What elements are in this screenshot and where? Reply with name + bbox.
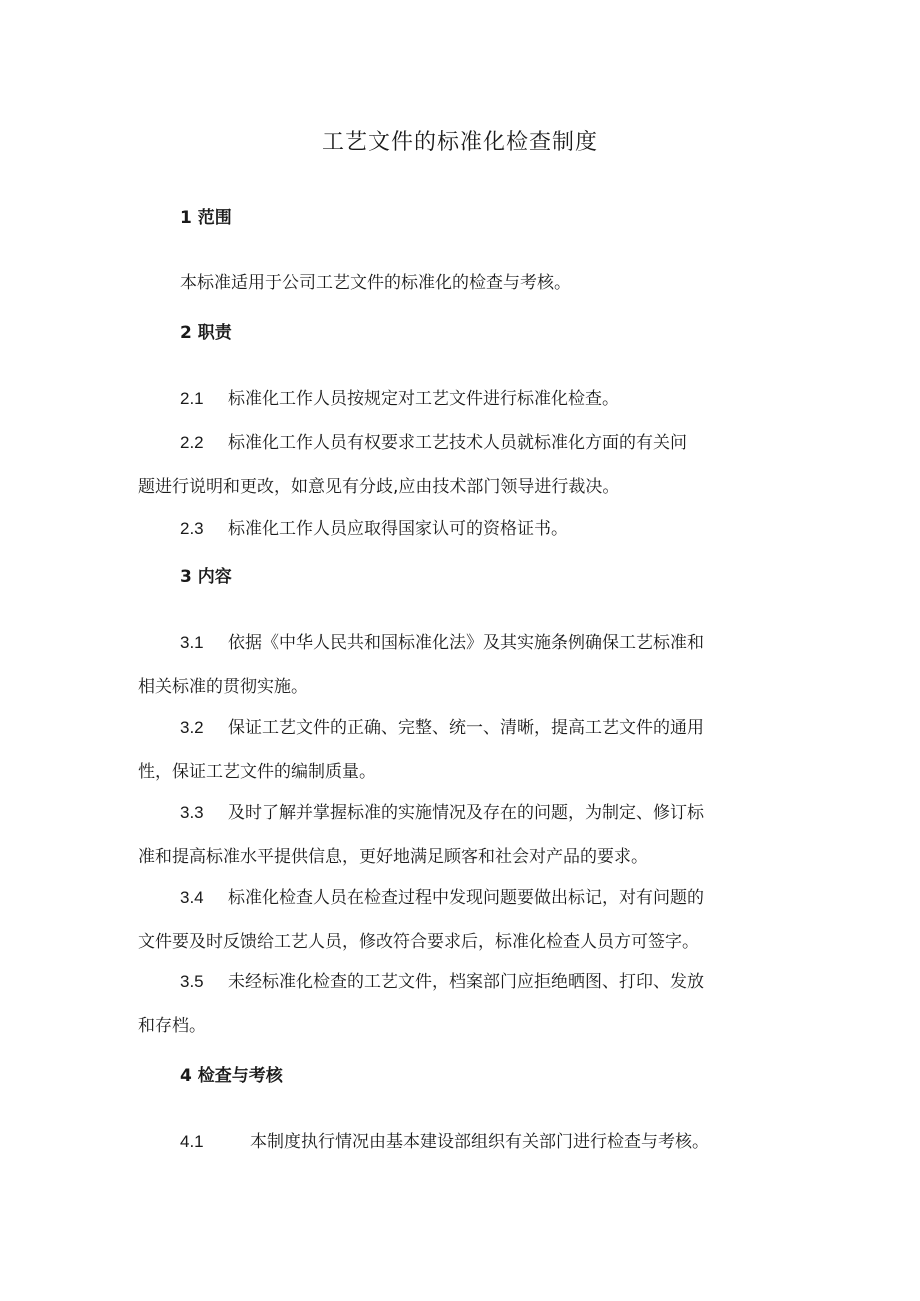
clause-3-4 [138,886,798,954]
clause-text-continued: 题进行说明和更改，如意见有分歧,应由技术部门领导进行裁决。 [138,477,620,497]
clause-text-continued: 和存档。 [138,1016,206,1036]
clause-text: 本制度执行情况由基本建设部组织有关部门进行检查与考核。 [250,1132,709,1152]
clause-text: 标准化工作人员有权要求工艺技术人员就标准化方面的有关问 [228,433,687,453]
clause-number: 3.1 [180,633,204,652]
clause-text: 依据《中华人民共和国标准化法》及其实施条例确保工艺标准和 [228,633,704,653]
clause-text-continued: 性，保证工艺文件的编制质量。 [138,762,376,782]
clause-text-continued: 准和提高标准水平提供信息，更好地满足顾客和社会对产品的要求。 [138,847,648,867]
clause-number: 3.5 [180,972,204,991]
clause-3-1 [138,631,798,699]
clause-2-1 [138,387,798,411]
clause-3-2 [138,716,798,784]
clause-number: 3.2 [180,718,204,737]
clause-2-2 [138,431,798,499]
clause-text: 保证工艺文件的正确、完整、统一、清晰，提高工艺文件的通用 [228,718,704,738]
clause-text: 标准化工作人员按规定对工艺文件进行标准化检查。 [228,389,619,409]
section-heading-inspection: 4 检查与考核 [180,1066,283,1086]
section-heading-content: 3 内容 [180,567,232,587]
section-heading-duties: 2 职责 [180,323,232,343]
clause-text-continued: 文件要及时反馈给工艺人员，修改符合要求后，标准化检查人员方可签字。 [138,932,699,952]
clause-number: 2.3 [180,519,204,538]
clause-text: 及时了解并掌握标准的实施情况及存在的问题，为制定、修订标 [228,803,704,823]
clause-3-3 [138,801,798,869]
section-body-scope: 本标准适用于公司工艺文件的标准化的检查与考核。 [180,273,571,293]
clause-number: 2.2 [180,433,204,452]
clause-text: 标准化工作人员应取得国家认可的资格证书。 [228,519,568,539]
clause-2-3 [138,517,798,541]
clause-4-1 [138,1130,798,1154]
clause-number: 3.3 [180,803,204,822]
clause-text-continued: 相关标准的贯彻实施。 [138,677,308,697]
clause-number: 2.1 [180,389,204,408]
section-heading-scope: 1 范围 [180,208,232,228]
clause-text: 标准化检查人员在检查过程中发现问题要做出标记，对有问题的 [228,888,704,908]
clause-number: 3.4 [180,888,204,907]
page-title: 工艺文件的标准化检查制度 [321,130,598,155]
clause-number: 4.1 [180,1132,204,1151]
clause-text: 未经标准化检查的工艺文件，档案部门应拒绝晒图、打印、发放 [228,972,704,992]
clause-3-5 [138,970,798,1038]
